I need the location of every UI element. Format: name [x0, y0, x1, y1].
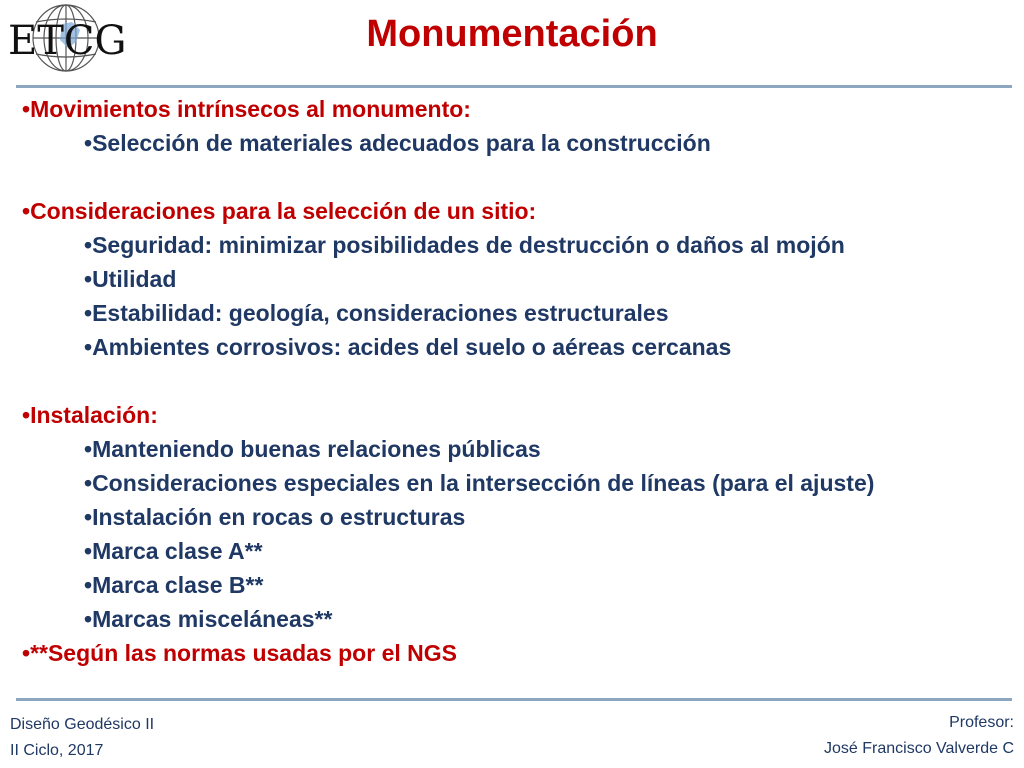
logo-wordmark: ETCG	[8, 18, 127, 64]
bullet-item: •Utilidad	[84, 266, 177, 292]
footnote: •**Según las normas usadas por el NGS	[22, 640, 457, 666]
bullet-item: •Marca clase A**	[84, 538, 263, 564]
section-heading: •Consideraciones para la selección de un sitio:	[22, 198, 537, 224]
section-heading: •Movimientos intrínsecos al monumento:	[22, 96, 471, 122]
spacer	[20, 160, 1010, 194]
bullet-item: •Ambientes corrosivos: acides del suelo o aéreas cercanas	[84, 334, 732, 360]
spacer	[20, 364, 1010, 398]
header-divider	[16, 85, 1012, 88]
professor-label: Profesor:	[949, 714, 1014, 731]
footer-divider	[16, 698, 1012, 701]
footer-professor-info	[824, 710, 1014, 762]
bullet-item: •Seguridad: minimizar posibilidades de destrucción o daños al mojón	[84, 232, 845, 258]
slide-title: Monumentación	[366, 13, 658, 55]
bullet-item: •Marcas misceláneas**	[84, 606, 333, 632]
bullet-item: •Estabilidad: geología, consideraciones estructurales	[84, 300, 669, 326]
bullet-item: •Manteniendo buenas relaciones públicas	[84, 436, 541, 462]
slide-body	[20, 92, 1010, 670]
professor-name: José Francisco Valverde C	[824, 740, 1014, 757]
course-term: II Ciclo, 2017	[10, 742, 104, 759]
footer-course-info	[10, 712, 154, 764]
bullet-item: •Consideraciones especiales en la intersección de líneas (para el ajuste)	[84, 470, 875, 496]
section-heading: •Instalación:	[22, 402, 158, 428]
bullet-item: •Selección de materiales adecuados para la construcción	[84, 130, 711, 156]
bullet-item: •Instalación en rocas o estructuras	[84, 504, 466, 530]
bullet-item: •Marca clase B**	[84, 572, 264, 598]
course-name: Diseño Geodésico II	[10, 716, 155, 733]
